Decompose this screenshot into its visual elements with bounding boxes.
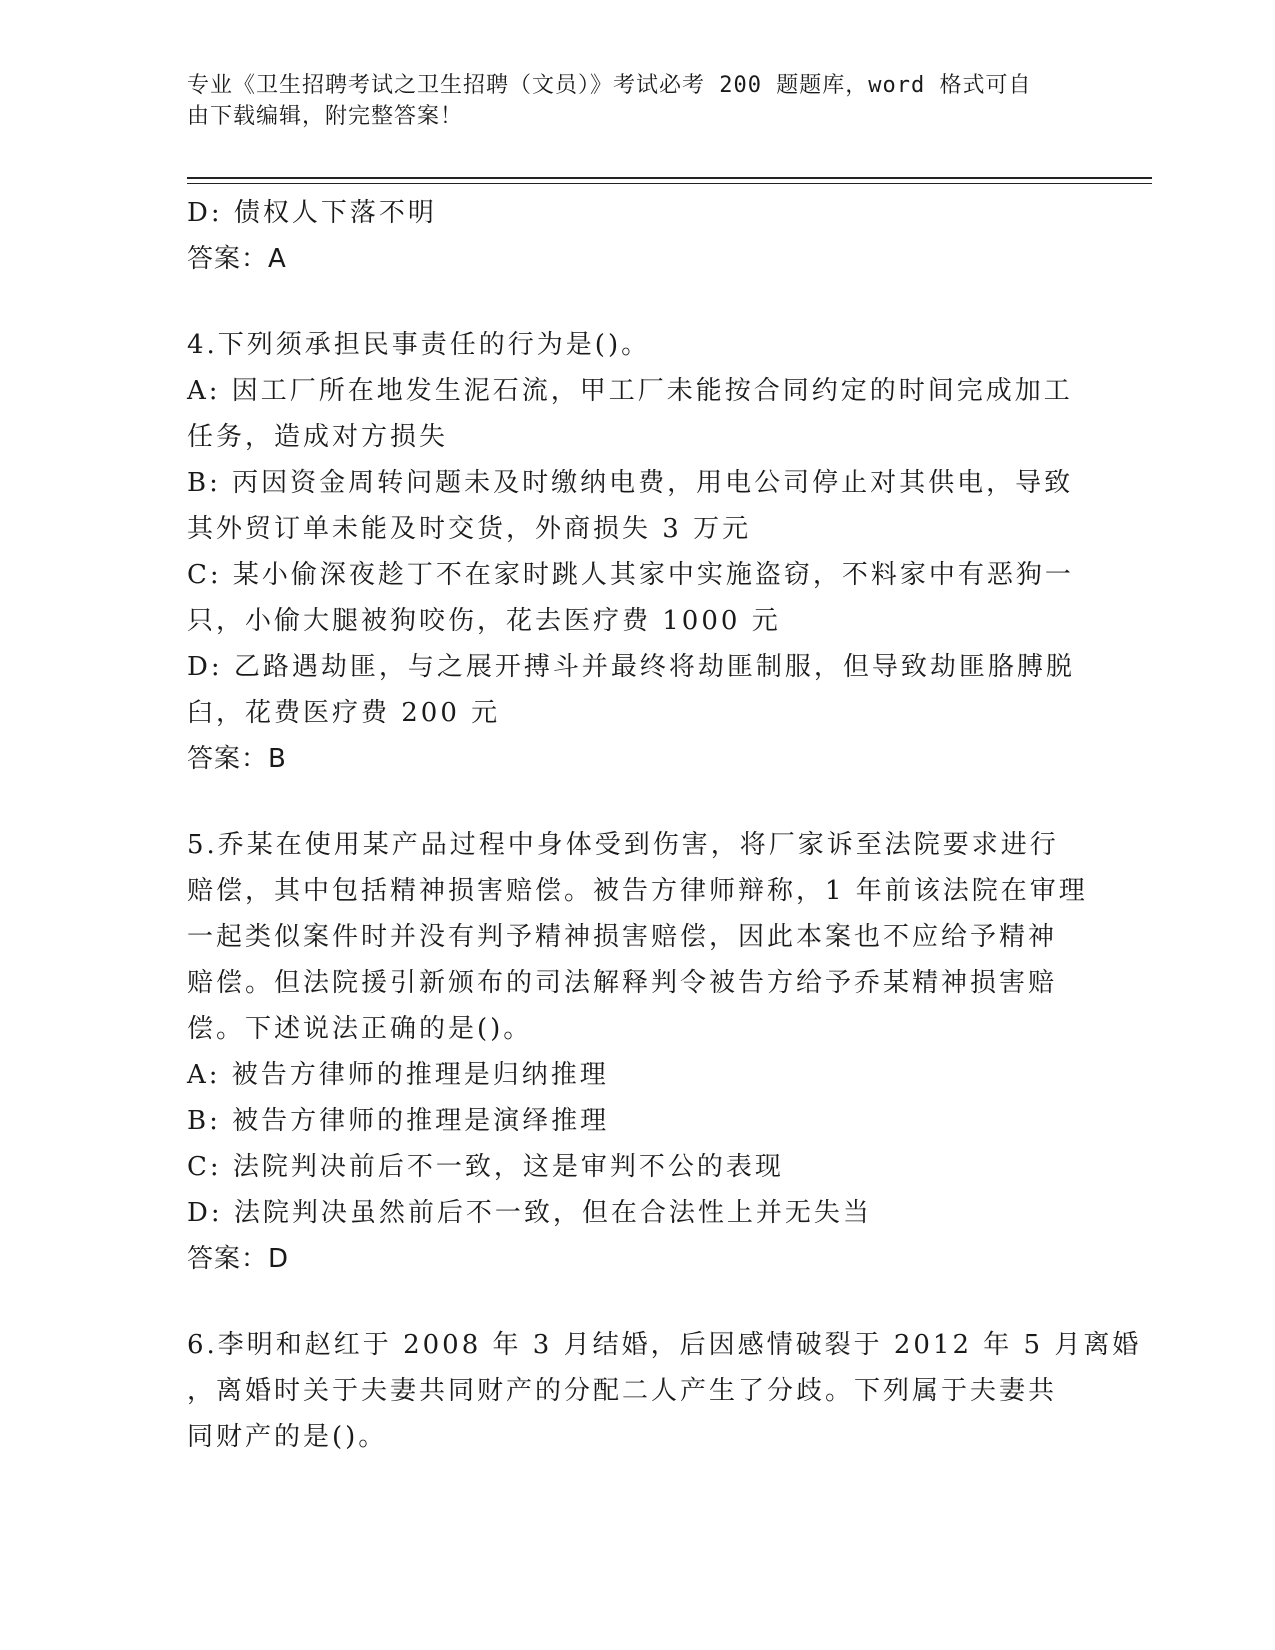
question-stem-cont: 赔偿。但法院援引新颁布的司法解释判令被告方给予乔某精神损害赔 bbox=[187, 968, 1058, 998]
option-d: D: 法院判决虽然前后不一致，但在合法性上并无失当 bbox=[187, 1198, 872, 1228]
option-a-cont: 任务，造成对方损失 bbox=[187, 422, 449, 452]
question-stem: 5.乔某在使用某产品过程中身体受到伤害，将厂家诉至法院要求进行 bbox=[187, 830, 1059, 860]
header-divider-thin bbox=[187, 183, 1152, 184]
question-4 bbox=[187, 322, 1087, 782]
spacer bbox=[187, 282, 1087, 322]
option-a: A: 被告方律师的推理是归纳推理 bbox=[187, 1060, 609, 1090]
document-body bbox=[187, 190, 1142, 1460]
header-divider-thick bbox=[187, 177, 1152, 179]
question-stem: 6.李明和赵红于 2008 年 3 月结婚，后因感情破裂于 2012 年 5 月离婚 bbox=[187, 1330, 1142, 1360]
spacer bbox=[187, 1282, 1087, 1322]
option-b-cont: 其外贸订单未能及时交货，外商损失 3 万元 bbox=[187, 514, 752, 544]
question-stem-cont: 偿。下述说法正确的是()。 bbox=[187, 1014, 533, 1044]
question-stem: 4.下列须承担民事责任的行为是()。 bbox=[187, 330, 651, 360]
option-b: B: 丙因资金周转问题未及时缴纳电费，用电公司停止对其供电，导致 bbox=[187, 468, 1074, 498]
option-d-cont: 臼，花费医疗费 200 元 bbox=[187, 698, 501, 728]
header-line-2: 由下载编辑，附完整答案！ bbox=[187, 104, 464, 129]
question-stem-cont: ，离婚时关于夫妻共同财产的分配二人产生了分歧。下列属于夫妻共 bbox=[187, 1376, 1058, 1406]
answer-label: 答案：D bbox=[187, 1244, 290, 1274]
question-stem-cont: 赔偿，其中包括精神损害赔偿。被告方律师辩称，1 年前该法院在审理 bbox=[187, 876, 1088, 906]
answer-label: 答案：B bbox=[187, 744, 287, 774]
header-line-1: 专业《卫生招聘考试之卫生招聘（文员）》考试必考 200 题题库，word 格式可自 bbox=[187, 73, 1032, 98]
question-6 bbox=[187, 1322, 1142, 1460]
option-a: A: 因工厂所在地发生泥石流，甲工厂未能按合同约定的时间完成加工 bbox=[187, 376, 1073, 406]
option-c: C: 某小偷深夜趁丁不在家时跳人其家中实施盗窃，不料家中有恶狗一 bbox=[187, 560, 1074, 590]
question-stem-cont: 一起类似案件时并没有判予精神损害赔偿，因此本案也不应给予精神 bbox=[187, 922, 1058, 952]
question-3-tail bbox=[187, 190, 1087, 282]
answer-label: 答案：A bbox=[187, 244, 287, 274]
spacer bbox=[187, 782, 1087, 822]
page-header bbox=[187, 70, 1067, 132]
option-d: D: 乙路遇劫匪，与之展开搏斗并最终将劫匪制服，但导致劫匪胳膊脱 bbox=[187, 652, 1075, 682]
question-stem-cont: 同财产的是()。 bbox=[187, 1422, 388, 1452]
option-b: B: 被告方律师的推理是演绎推理 bbox=[187, 1106, 610, 1136]
option-c-cont: 只，小偷大腿被狗咬伤，花去医疗费 1000 元 bbox=[187, 606, 781, 636]
option-d: D: 债权人下落不明 bbox=[187, 198, 437, 228]
option-c: C: 法院判决前后不一致，这是审判不公的表现 bbox=[187, 1152, 784, 1182]
question-5 bbox=[187, 822, 1087, 1282]
